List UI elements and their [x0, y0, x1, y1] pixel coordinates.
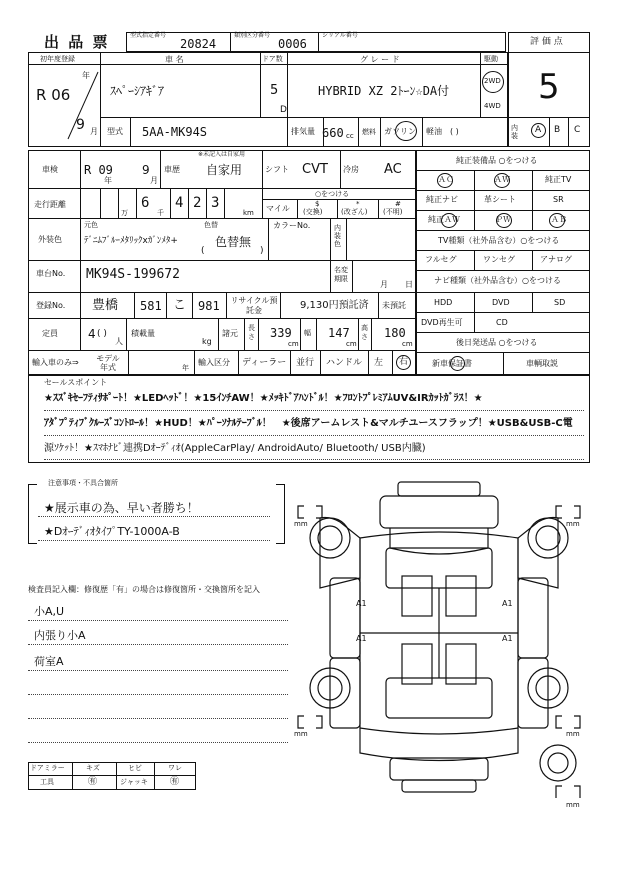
- ac-value: AC: [384, 162, 402, 177]
- length-label: 長さ: [248, 324, 255, 341]
- fuel-diesel: 軽油: [426, 127, 442, 136]
- mileage-sen-unit: 千: [157, 209, 164, 217]
- form-no-label: 型式指定番号: [130, 32, 167, 39]
- navi-title: ナビ種類（社外品含む）○をつける: [434, 276, 561, 285]
- height-value: 180: [384, 326, 406, 340]
- width-unit: cm: [346, 340, 357, 348]
- height-label: 高さ: [361, 324, 368, 341]
- doors-type: D: [280, 105, 287, 115]
- equip-sr: SR: [553, 195, 564, 204]
- reg-kana: こ: [173, 298, 187, 313]
- mm-label-rear-left: mm: [294, 730, 308, 738]
- shift-label: シフト: [265, 165, 289, 174]
- mileage-type-exchange-sym: $: [315, 200, 320, 208]
- later-manual: 車輌取説: [526, 359, 558, 368]
- later-warranty: 新車保証書: [432, 359, 472, 368]
- tv-fullseg: フルセグ: [425, 255, 457, 264]
- color-label: 外装色: [38, 235, 62, 244]
- fuel-gasoline-circle: [395, 121, 417, 141]
- navi-dvd-play: DVD再生可: [421, 318, 463, 327]
- equip-leather: 革シート: [484, 195, 516, 204]
- doors-value: 5: [270, 83, 279, 98]
- car-damage-diagram: [290, 478, 590, 798]
- notes-line-1: ★展示車の為、早い者勝ち！: [44, 501, 199, 515]
- import-label: 輸入車のみ⇒: [32, 358, 79, 367]
- navi-sd: SD: [554, 298, 566, 307]
- model-year-label: モデル年式: [96, 354, 120, 372]
- inspector-label: 検査員記入欄：修復歴「有」の場合は修復箇所・交換箇所を記入: [28, 585, 260, 594]
- interior-a: A: [535, 125, 542, 135]
- inspection-month: 9: [142, 163, 150, 177]
- capacity-label: 定員: [42, 329, 58, 338]
- width-value: 147: [328, 326, 350, 340]
- history-note: ※未記入は自家用: [198, 151, 246, 158]
- legend-tools-status: ㊒: [88, 777, 98, 787]
- inspection-era: R 09: [84, 163, 113, 177]
- fuel-other: ( ): [450, 127, 459, 136]
- mileage-type-tamper: (改ざん): [341, 208, 368, 216]
- chassis-no: MK94S-199672: [86, 267, 180, 282]
- equip-ab-circle: [549, 213, 565, 228]
- legend-ware: ワレ: [168, 764, 182, 772]
- later-warranty-circle: [450, 356, 465, 371]
- grade-label: グ レ ー ド: [360, 55, 400, 64]
- equip-tv: 純正TV: [545, 175, 572, 184]
- mm-label-front-left: mm: [294, 520, 308, 528]
- damage-mark-4: A1: [502, 634, 513, 643]
- mileage-digit-3: 3: [211, 195, 220, 211]
- interior-label: 内装: [511, 124, 518, 140]
- sales-line-3: 源ｿｹｯﾄ！★ｽﾏﾎﾅﾋﾞ連携Dｵｰﾃﾞｨｵ(AppleCarPlay/ AndroidAuto/ Bluetooth/ USB内臓): [44, 443, 426, 454]
- mm-label-front-right: mm: [566, 520, 580, 528]
- drive-2wd: 2WD: [484, 77, 501, 85]
- reg-number: 981: [198, 299, 220, 313]
- equip-pw: ＰＷ: [495, 215, 511, 224]
- serial-label: シリアル番号: [322, 32, 358, 39]
- equip-ab: ＡＢ: [551, 215, 567, 224]
- sales-points-label: セールスポイント: [44, 378, 108, 387]
- mileage-type-mile: マイル: [266, 204, 290, 213]
- equip-ac: ＡＣ: [438, 175, 454, 184]
- shift-value: CVT: [302, 162, 328, 177]
- title-day: 日: [405, 280, 413, 289]
- first-reg-month: 9: [76, 117, 85, 133]
- reg-area: 豊橋: [92, 298, 119, 313]
- legend-jack-status: ㊒: [170, 777, 180, 787]
- mileage-type-unknown-sym: #: [395, 200, 401, 208]
- mileage-unit: km: [243, 209, 254, 217]
- mileage-sen: 4: [175, 195, 184, 211]
- inspector-line-1: 小A,U: [34, 605, 65, 618]
- sales-line-2: ｱﾀﾞﾌﾟﾃｨﾌﾞｸﾙｰｽﾞｺﾝﾄﾛｰﾙ！★HUD！★ﾊﾟｰｿﾅﾙﾃｰﾌﾞﾙ！ ★後席アームレスト&マルチユースフラップ！★USB&USB-C電: [44, 418, 573, 429]
- legend-hibi: ヒビ: [128, 764, 142, 772]
- sheet-title: 出 品 票: [44, 33, 110, 51]
- mileage-type-tamper-sym: *: [356, 200, 360, 208]
- recycle-amount: 9,130円預託済: [300, 300, 369, 311]
- handle-right: 右: [399, 357, 409, 367]
- oem-title: 純正装備品 ○をつける: [456, 156, 538, 165]
- legend-jack: ジャッキ: [120, 778, 148, 786]
- navi-dvd: DVD: [492, 298, 510, 307]
- displacement-unit: cc: [346, 132, 354, 140]
- damage-mark-3: A1: [356, 634, 367, 643]
- score-value: 5: [538, 67, 560, 107]
- equip-navi: 純正ナビ: [426, 195, 458, 204]
- car-name-label: 車 名: [165, 55, 184, 64]
- reg-class: 581: [140, 299, 162, 313]
- import-dealer: ディーラー: [242, 358, 287, 368]
- first-reg-year-unit: 年: [82, 71, 90, 80]
- equip-oem-aw: 純正ＡＷ: [428, 215, 460, 224]
- handle-left: 左: [374, 358, 384, 368]
- drive-label: 駆動: [484, 55, 498, 63]
- navi-hdd: HDD: [434, 298, 453, 307]
- car-name: ｽﾍﾟｰｼｱｷﾞｱ: [110, 84, 165, 98]
- later-title: 後日発送品 ○をつける: [456, 338, 538, 347]
- import-type-label: 輸入区分: [198, 358, 230, 367]
- legend-tools: 工具: [40, 778, 54, 786]
- displacement-value: 660: [322, 126, 344, 140]
- recycle-status: 未預託: [382, 301, 406, 310]
- drive-4wd: 4WD: [484, 102, 501, 110]
- tv-title: TV種類（社外品含む）○をつける: [438, 236, 560, 245]
- color-change-label: 色替: [204, 221, 218, 229]
- equip-aw: ＡＷ: [494, 175, 510, 184]
- first-reg-month-unit: 月: [90, 127, 98, 136]
- original-color-label: 元色: [84, 221, 98, 229]
- mileage-man: 6: [141, 195, 150, 211]
- title-exp-label: 名変期限: [334, 266, 348, 283]
- sales-line-1: ★ｽｽﾞｷｾｰﾌﾃｨｻﾎﾟｰﾄ！★LEDﾍｯﾄﾞ！★15ｲﾝﾁAW！★ﾒｯｷﾄﾞｱﾊﾝﾄﾞﾙ！★ﾌﾛﾝﾄﾌﾟﾚﾐｱﾑUV&IRｶｯﾄｶﾞﾗｽ！★: [44, 393, 483, 404]
- history-label: 車歴: [164, 165, 180, 174]
- doors-label: ドア数: [262, 55, 283, 63]
- tv-oneseg: ワンセグ: [483, 255, 515, 264]
- color-value: ﾃﾞﾆﾑﾌﾞﾙｰﾒﾀﾘｯｸxｶﾞﾝﾒﾀ+: [84, 236, 178, 246]
- notes-line-2: ★DｵｰﾃﾞｨｵﾀｲﾌﾟTY-1000A-B: [44, 525, 180, 538]
- score-label: 評 価 点: [530, 37, 563, 47]
- ac-label: 冷房: [343, 165, 359, 174]
- height-unit: cm: [402, 340, 413, 348]
- inspection-year-unit: 年: [104, 176, 112, 185]
- form-no: 20824: [180, 37, 217, 51]
- category-no: 0006: [278, 37, 307, 51]
- color-change: 色替無: [215, 235, 252, 249]
- width-label: 幅: [304, 329, 311, 337]
- damage-mark-1: A1: [356, 599, 367, 608]
- mileage-type-note: ○をつける: [315, 190, 350, 198]
- grade-value: HYBRID XZ 2ﾄｰﾝ☆DA付: [318, 84, 450, 98]
- fuel-label: 燃料: [362, 128, 376, 136]
- chassis-label: 車台No.: [36, 269, 66, 278]
- inspection-month-unit: 月: [150, 176, 158, 185]
- legend-mirror: ドアミラー: [30, 764, 65, 772]
- mileage-label: 走行距離: [34, 200, 66, 209]
- equip-ac-circle: [437, 173, 453, 188]
- color-code-label: カラーNo.: [273, 221, 311, 230]
- reg-label: 登録No.: [36, 301, 66, 310]
- mileage-type-exchange: (交換): [303, 208, 323, 216]
- equip-oem-aw-circle: [441, 213, 457, 228]
- interior-b: B: [554, 125, 561, 135]
- capacity-value: 4: [88, 327, 96, 341]
- notes-label: 注意事項・不具合箇所: [48, 479, 118, 487]
- load-label: 積載量: [131, 329, 155, 338]
- capacity-unit: 人: [115, 337, 123, 346]
- length-value: 339: [270, 326, 292, 340]
- legend-kizu: キズ: [86, 764, 100, 772]
- equip-pw-circle: [496, 213, 512, 228]
- inspector-line-3: 荷室A: [34, 655, 64, 668]
- recycle-label: リサイクル預託金: [230, 296, 278, 315]
- first-reg-era: R 06: [36, 86, 71, 104]
- load-unit: kg: [202, 337, 212, 346]
- navi-cd: CD: [496, 318, 508, 327]
- displacement-label: 排気量: [291, 127, 315, 136]
- dims-label: 諸元: [222, 329, 238, 338]
- mm-label-rear-right: mm: [566, 730, 580, 738]
- mileage-man-unit: 万: [121, 209, 128, 217]
- import-parallel: 並行: [296, 358, 315, 368]
- capacity-paren: ( ): [97, 329, 107, 339]
- category-label: 類別区分番号: [234, 32, 271, 39]
- inspection-label: 車検: [42, 165, 58, 174]
- first-reg-label: 初年度登録: [40, 55, 75, 63]
- model-label: 型式: [107, 127, 123, 136]
- mileage-digit-2: 2: [193, 195, 202, 211]
- title-month: 月: [380, 280, 388, 289]
- model-year-unit: 年: [182, 364, 189, 372]
- inspector-line-2: 内張り小A: [34, 629, 86, 642]
- fuel-gasoline: ガソリン: [384, 127, 416, 136]
- interior-color-label: 内装色: [334, 224, 341, 248]
- equip-aw-circle: [494, 173, 510, 188]
- tv-analog: アナログ: [540, 255, 572, 264]
- mileage-type-unknown: (不明): [383, 208, 403, 216]
- mm-label-spare: mm: [566, 801, 580, 809]
- handle-label: ハンドル: [326, 358, 363, 368]
- length-unit: cm: [288, 340, 299, 348]
- history-value: 自家用: [206, 163, 243, 177]
- interior-c: C: [574, 125, 581, 135]
- damage-mark-2: A1: [502, 599, 513, 608]
- model-value: 5AA-MK94S: [142, 125, 208, 139]
